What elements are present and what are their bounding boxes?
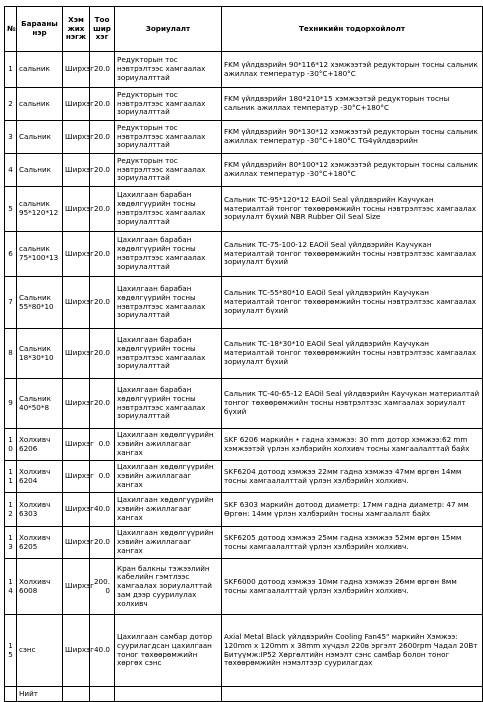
- cell-purpose: Редукторын тос нэвтрэлтээс хамгаалах зориулалттай: [115, 88, 222, 121]
- cell-unit: Ширхэг: [63, 232, 90, 277]
- cell-unit: Ширхэг: [63, 379, 90, 429]
- cell-purpose: Редукторын тос нэвтрэлтээс хамгаалах зориулалттай: [115, 154, 222, 187]
- cell-spec: Сальник TC-75-100-12 EAOil Seal үйлдвэрийн Каучукан материалтай тонгог төхөөрөмжийн тосны нэвтрэлтээс хамгаалах зориулалт бүхий: [222, 232, 483, 277]
- cell-unit: Ширхэг: [63, 527, 90, 559]
- table-row: [5, 232, 483, 277]
- table-row: [5, 329, 483, 379]
- cell-qty: 20.0: [90, 52, 115, 88]
- cell-spec: Сальник TC-40-65-12 EAOil Seal үйлдвэрийн Каучукан материалтай тонгог төхөөрөмжийн тосны нэвтрэлтээс хамгаалах зориулалт бүхий: [222, 379, 483, 429]
- cell-spec: SKF 6303 маркийн дотоод диаметр: 17мм гадна диаметр: 47 мм Өргөн: 14мм үрлэн хэлбэрийн тосны хамгаалалт байх: [222, 493, 483, 527]
- cell-purpose: Редукторын тос нэвтрэлтээс хамгаалах зориулалттай: [115, 121, 222, 154]
- cell-unit: Ширхэг: [63, 461, 90, 493]
- cell-no: 5: [5, 187, 17, 232]
- cell-qty: 20.0: [90, 121, 115, 154]
- cell-purpose: Цахилгаан барабан хөдөлгүүрийн тосны нэвтрэлтээс хамгаалах зориулалттай: [115, 277, 222, 329]
- cell-qty: 20.0: [90, 277, 115, 329]
- cell-no: 8: [5, 329, 17, 379]
- col-header-purpose: Зориулалт: [115, 7, 222, 52]
- col-header-name: Барааны нэр: [17, 7, 63, 52]
- cell-unit: Ширхэг: [63, 615, 90, 687]
- cell-no: 12: [5, 493, 17, 527]
- table-row: [5, 187, 483, 232]
- cell-name: Сальник 18*30*10: [17, 329, 63, 379]
- cell-purpose: Цахилгаан самбар дотор суурилагдсан цахилгаан тоног төхөөрөмжийн хөргөх сэнс: [115, 615, 222, 687]
- cell-name: сэнс: [17, 615, 63, 687]
- cell-name: Сальник 40*50*8: [17, 379, 63, 429]
- cell-purpose: Цахилгаан барабан хөдөлгүүрийн тосны нэвтрэлтээс хамгаалах зориулалттай: [115, 329, 222, 379]
- cell-qty: 20.0: [90, 329, 115, 379]
- cell-no: 15: [5, 615, 17, 687]
- cell-no: 13: [5, 527, 17, 559]
- cell-unit: Ширхэг: [63, 429, 90, 461]
- cell-no: 11: [5, 461, 17, 493]
- cell-unit: Ширхэг: [63, 277, 90, 329]
- table-header-row: [5, 7, 483, 52]
- table-row: [5, 154, 483, 187]
- cell-qty: 0.0: [90, 429, 115, 461]
- cell-qty: 20.0: [90, 187, 115, 232]
- cell-qty: 40.0: [90, 493, 115, 527]
- cell-unit: Ширхэг: [63, 559, 90, 615]
- cell-qty: 20.0: [90, 379, 115, 429]
- cell-purpose: Кран балкны тэжээлийн кабелийн гэмтлээс хамгаалах зориулалттай зам дээр суурилулах холхивч: [115, 559, 222, 615]
- table-row: [5, 493, 483, 527]
- col-header-spec: Техникийн тодорхойлолт: [222, 7, 483, 52]
- cell-purpose: Редукторын тос нэвтрэлтээс хамгаалах зориулалттай: [115, 52, 222, 88]
- table-row: [5, 429, 483, 461]
- cell-spec: SKF6000 дотоод хэмжээ 10мм гадна хэмжээ 26мм өргөн 8мм тосны хамгаалалттай үрлэн хэлбэрийн холхивч.: [222, 559, 483, 615]
- cell-name: Сальник: [17, 154, 63, 187]
- cell-qty: 200.0: [90, 559, 115, 615]
- cell-no: 2: [5, 88, 17, 121]
- cell-spec: Сальник TC-55*80*10 EAOil Seal үйлдвэрийн Каучукан материалтай тонгог төхөөрөмжийн тосны нэвтрэлтээс хамгаалах зориулалт бүхий: [222, 277, 483, 329]
- items-table: [4, 6, 483, 702]
- cell-spec: FKM үйлдвэрийн 90*130*12 хэмжээтэй редукторын тосны сальник ажиллах температур -30°C+180°C TG4үйлдвэрийн: [222, 121, 483, 154]
- cell-purpose: Цахилгаан барабан хөдөлгүүрийн тосны нэвтрэлтээс хамгаалах зориулалттай: [115, 232, 222, 277]
- cell-purpose: Цахилгаан хөдөлгүүрийн хэвийн ажиллагааг хангах: [115, 461, 222, 493]
- cell-no: 9: [5, 379, 17, 429]
- col-header-qty: Тоо ширхэг: [90, 7, 115, 52]
- cell-spec: FKM үйлдвэрийн 80*100*12 хэмжээтэй редукторын тосны сальник ажиллах температур -30°C+180°C: [222, 154, 483, 187]
- cell-qty: 20.0: [90, 88, 115, 121]
- cell-no: 10: [5, 429, 17, 461]
- cell-name: Холхивч 6206: [17, 429, 63, 461]
- footer-cell-empty: [222, 687, 483, 702]
- footer-total-label: Нийт: [17, 687, 63, 702]
- table-row: [5, 615, 483, 687]
- cell-name: Сальник: [17, 121, 63, 154]
- cell-unit: Ширхэг: [63, 493, 90, 527]
- cell-purpose: Цахилгаан барабан хөдөлгүүрийн тосны нэвтрэлтээс хамгаалах зориулалттай: [115, 187, 222, 232]
- cell-unit: Ширхэг: [63, 121, 90, 154]
- cell-name: Сальник 55*80*10: [17, 277, 63, 329]
- cell-qty: 0.0: [90, 461, 115, 493]
- table-row: [5, 277, 483, 329]
- cell-unit: Ширхэг: [63, 52, 90, 88]
- table-row: [5, 527, 483, 559]
- cell-qty: 20.0: [90, 232, 115, 277]
- cell-spec: SKF6205 дотоод хэмжээ 25мм гадна хэмжээ 52мм өргөн 15мм тосны хамгаалалттай үрлэн хэлбэрийн холхивч.: [222, 527, 483, 559]
- cell-name: сальник 75*100*13: [17, 232, 63, 277]
- col-header-unit: Хэмжих нэгж: [63, 7, 90, 52]
- cell-name: Холхивч 6303: [17, 493, 63, 527]
- cell-spec: SKF6204 дотоод хэмжээ 22мм гадна хэмжээ 47мм өргөн 14мм тосны хамгаалалттай үрлэн хэлбэрийн холхивч.: [222, 461, 483, 493]
- cell-purpose: Цахилгаан хөдөлгүүрийн хэвийн ажиллагааг хангах: [115, 429, 222, 461]
- cell-spec: Сальник TC-95*120*12 EAOil Seal үйлдвэрийн Каучукан материалтай тонгог төхөөрөмжийн тосны нэвтрэлтээс хамгаалах зориулалт бүхий NBR Rubber Oil Seal Size: [222, 187, 483, 232]
- table-row: [5, 88, 483, 121]
- cell-name: сальник: [17, 52, 63, 88]
- document-page: [4, 6, 483, 702]
- cell-qty: 20.0: [90, 527, 115, 559]
- cell-no: 4: [5, 154, 17, 187]
- cell-qty: 20.0: [90, 154, 115, 187]
- cell-name: сальник: [17, 88, 63, 121]
- footer-cell-empty: [5, 687, 17, 702]
- cell-unit: Ширхэг: [63, 187, 90, 232]
- cell-unit: Ширхэг: [63, 88, 90, 121]
- cell-name: Холхивч 6205: [17, 527, 63, 559]
- table-row: [5, 52, 483, 88]
- cell-spec: FKM үйлдвэрийн 90*116*12 хэмжээтэй редукторын тосны сальник ажиллах температур -30°C+180°C: [222, 52, 483, 88]
- footer-cell-empty: [90, 687, 115, 702]
- cell-spec: SKF 6206 маркийн • гадна хэмжээ: 30 mm дотор хэмжээ:62 mm хэмжээтэй үрлэн хэлбэрийн холхивч тосны хамгаалалттай байх: [222, 429, 483, 461]
- cell-spec: FKM үйлдвэрийн 180*210*15 хэмжээтэй редукторын тосны сальник ажиллах температур -30°C+180°C: [222, 88, 483, 121]
- cell-purpose: Цахилгаан барабан хөдөлгүүрийн тосны нэвтрэлтээс хамгаалах зориулалттай: [115, 379, 222, 429]
- cell-unit: Ширхэг: [63, 329, 90, 379]
- cell-no: 6: [5, 232, 17, 277]
- footer-cell-empty: [63, 687, 90, 702]
- cell-no: 3: [5, 121, 17, 154]
- cell-purpose: Цахилгаан хөдөлгүүрийн хэвийн ажиллагааг хангах: [115, 493, 222, 527]
- table-row: [5, 121, 483, 154]
- cell-no: 1: [5, 52, 17, 88]
- cell-name: сальник 95*120*12: [17, 187, 63, 232]
- cell-purpose: Цахилгаан хөдөлгүүрийн хэвийн ажиллагааг хангах: [115, 527, 222, 559]
- cell-spec: Axial Metal Black үйлдвэрийн Cooling Fan45" маркийн Хэмжээ: 120mm x 120mm x 38mm хүчдэл 220в эргэлт 2600rpm Чадал 20Вт Битүүмж:IP52 Хөргөлтийн нэмэлт сэнс самбар болон тоног төхөөрөмжийн нэмэлтээр суурилагдах: [222, 615, 483, 687]
- cell-qty: 40.0: [90, 615, 115, 687]
- cell-unit: Ширхэг: [63, 154, 90, 187]
- footer-cell-empty: [115, 687, 222, 702]
- table-row: [5, 461, 483, 493]
- col-header-no: №: [5, 7, 17, 52]
- cell-no: 7: [5, 277, 17, 329]
- cell-no: 14: [5, 559, 17, 615]
- cell-name: Холхивч 6008: [17, 559, 63, 615]
- table-footer-row: [5, 687, 483, 702]
- cell-name: Холхивч 6204: [17, 461, 63, 493]
- table-row: [5, 379, 483, 429]
- cell-spec: Сальник TC-18*30*10 EAOil Seal үйлдвэрийн Каучукан материалтай тонгог төхөөрөмжийн тосны нэвтрэлтээс хамгаалах зориулалт бүхий: [222, 329, 483, 379]
- table-row: [5, 559, 483, 615]
